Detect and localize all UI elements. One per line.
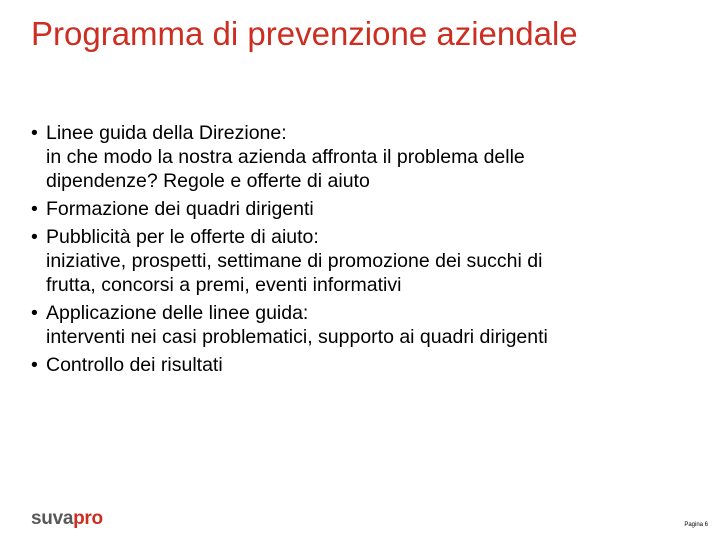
logo-pro-text: pro (73, 508, 103, 529)
bullet-text: interventi nei casi problematici, supporto ai quadri dirigenti (46, 326, 548, 348)
bullet-text: Formazione dei quadri dirigenti (46, 198, 314, 220)
list-item (31, 301, 691, 349)
bullet-marker: • (31, 226, 38, 248)
bullet-text: dipendenze? Regole e offerte di aiuto (46, 170, 370, 192)
page-title: Programma di prevenzione aziendale (31, 15, 578, 52)
bullet-text: Applicazione delle linee guida: (46, 302, 309, 324)
list-item (31, 225, 691, 297)
bullet-list (31, 121, 691, 381)
list-item (31, 197, 691, 221)
bullet-text: frutta, concorsi a premi, eventi informativi (46, 274, 402, 296)
bullet-text: Linee guida della Direzione: (46, 122, 287, 144)
bullet-text: iniziative, prospetti, settimane di promozione dei succhi di (46, 250, 543, 272)
suvapro-logo (31, 508, 103, 530)
list-item (31, 121, 691, 193)
page-number: Pagina 6 (684, 522, 708, 528)
logo-suva-text: suva (31, 508, 74, 529)
bullet-text: Controllo dei risultati (46, 354, 223, 376)
bullet-marker: • (31, 198, 38, 220)
bullet-marker: • (31, 354, 38, 376)
list-item (31, 353, 691, 377)
bullet-text: Pubblicità per le offerte di aiuto: (46, 226, 319, 248)
bullet-text: in che modo la nostra azienda affronta il problema delle (46, 146, 525, 168)
bullet-marker: • (31, 122, 38, 144)
bullet-marker: • (31, 302, 38, 324)
